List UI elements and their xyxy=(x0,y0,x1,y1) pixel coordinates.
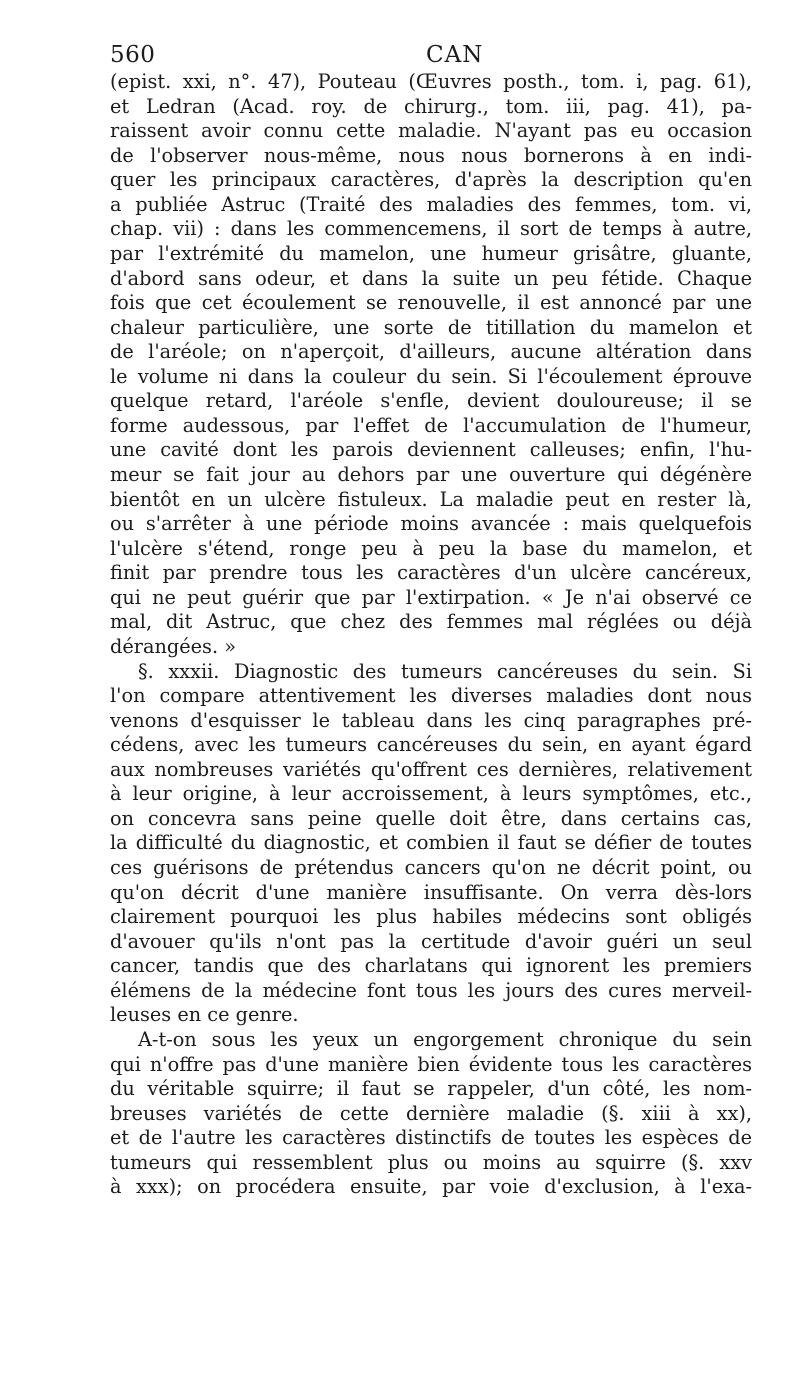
text-line: ces guérisons de prétendus cancers qu'on ne décrit point, ou xyxy=(110,856,752,879)
text-line: breuses variétés de cette dernière maladie (§. xiii à xx), xyxy=(110,1101,752,1125)
text-line: élémens de la médecine font tous les jours des cures merveil- xyxy=(110,978,752,1002)
text-line: venons d'esquisser le tableau dans les cinq paragraphes pré- xyxy=(110,708,752,732)
text-line: (epist. xxi, n°. 47), Pouteau (Œuvres posth., tom. i, pag. 61), xyxy=(110,70,752,93)
text-line: de l'aréole; on n'aperçoit, d'ailleurs, aucune altération dans xyxy=(110,340,752,364)
text-line: le volume ni dans la couleur du sein. Si l'écoulement éprouve xyxy=(110,364,752,388)
text-line: bientôt en un ulcère fistuleux. La maladie peut en rester là, xyxy=(110,487,752,511)
text-line: qui ne peut guérir que par l'extirpation. « Je n'ai observé ce xyxy=(110,585,752,609)
text-line: l'on compare attentivement les diverses maladies dont nous xyxy=(110,684,752,708)
text-line: leuses en ce genre. xyxy=(110,1003,299,1027)
running-head: CAN xyxy=(426,42,484,68)
text-line: du véritable squirre; il faut se rappeler, d'un côté, les nom- xyxy=(110,1077,752,1101)
text-line: qui n'offre pas d'une manière bien évidente tous les caractères xyxy=(110,1052,752,1076)
text-line: finit par prendre tous les caractères d'un ulcère cancéreux, xyxy=(110,561,752,585)
text-line: fois que cet écoulement se renouvelle, il est annoncé par une xyxy=(110,291,752,315)
text-line: l'ulcère s'étend, ronge peu à peu la base du mamelon, et xyxy=(110,536,752,560)
text-line: d'abord sans odeur, et dans la suite un peu fétide. Chaque xyxy=(110,266,752,290)
text-line: une cavité dont les parois deviennent calleuses; enfin, l'hu- xyxy=(110,438,752,462)
text-line: dérangées. » xyxy=(110,634,236,658)
text-line: quelque retard, l'aréole s'enfle, devient douloureuse; il se xyxy=(110,389,752,413)
text-line: clairement pourquoi les plus habiles médecins sont obligés xyxy=(110,905,752,929)
text-line: ou s'arrêter à une période moins avancée : mais quelquefois xyxy=(110,512,752,536)
text-line: quer les principaux caractères, d'après la description qu'en xyxy=(110,168,752,192)
text-line: A-t-on sous les yeux un engorgement chronique du sein xyxy=(138,1027,752,1051)
text-line: d'avouer qu'ils n'ont pas la certitude d'avoir guéri un seul xyxy=(110,929,752,953)
text-line: on concevra sans peine quelle doit être, dans certains cas, xyxy=(110,806,752,830)
text-line: chap. vii) : dans les commencemens, il sort de temps à autre, xyxy=(110,217,752,241)
text-line: de l'observer nous-même, nous nous bornerons à en indi- xyxy=(110,143,752,167)
text-line: tumeurs qui ressemblent plus ou moins au squirre (§. xxv xyxy=(110,1150,752,1174)
body-text xyxy=(110,70,752,1200)
text-line: meur se fait jour au dehors par une ouverture qui dégénère xyxy=(110,463,752,486)
text-line: chaleur particulière, une sorte de titillation du mamelon et xyxy=(110,315,752,339)
text-line: par l'extrémité du mamelon, une humeur grisâtre, gluante, xyxy=(110,241,752,265)
text-line: à xxx); on procédera ensuite, par voie d'exclusion, à l'exa- xyxy=(110,1175,752,1199)
text-line: qu'on décrit d'une manière insuffisante. On verra dès-lors xyxy=(110,880,752,904)
text-line: et Ledran (Acad. roy. de chirurg., tom. iii, pag. 41), pa- xyxy=(110,94,752,118)
text-line: cédens, avec les tumeurs cancéreuses du sein, en ayant égard xyxy=(110,733,752,757)
text-line: mal, dit Astruc, que chez des femmes mal réglées ou déjà xyxy=(110,610,752,634)
section-heading-line: §. xxxii. Diagnostic des tumeurs cancéreuses du sein. Si xyxy=(138,659,752,683)
text-line: et de l'autre les caractères distinctifs de toutes les espèces de xyxy=(110,1126,752,1150)
text-line: à leur origine, à leur accroissement, à leurs symptômes, etc., xyxy=(110,782,752,806)
text-line: cancer, tandis que des charlatans qui ignorent les premiers xyxy=(110,954,752,978)
text-line: raissent avoir connu cette maladie. N'ayant pas eu occasion xyxy=(110,119,752,143)
text-line: aux nombreuses variétés qu'offrent ces dernières, relativement xyxy=(110,757,752,781)
text-line: a publiée Astruc (Traité des maladies des femmes, tom. vi, xyxy=(110,192,752,216)
page-number: 560 xyxy=(110,42,156,68)
text-line: forme audessous, par l'effet de l'accumulation de l'humeur, xyxy=(110,413,752,437)
page-header xyxy=(110,42,750,72)
text-line: la difficulté du diagnostic, et combien il faut se défier de toutes xyxy=(110,831,752,855)
